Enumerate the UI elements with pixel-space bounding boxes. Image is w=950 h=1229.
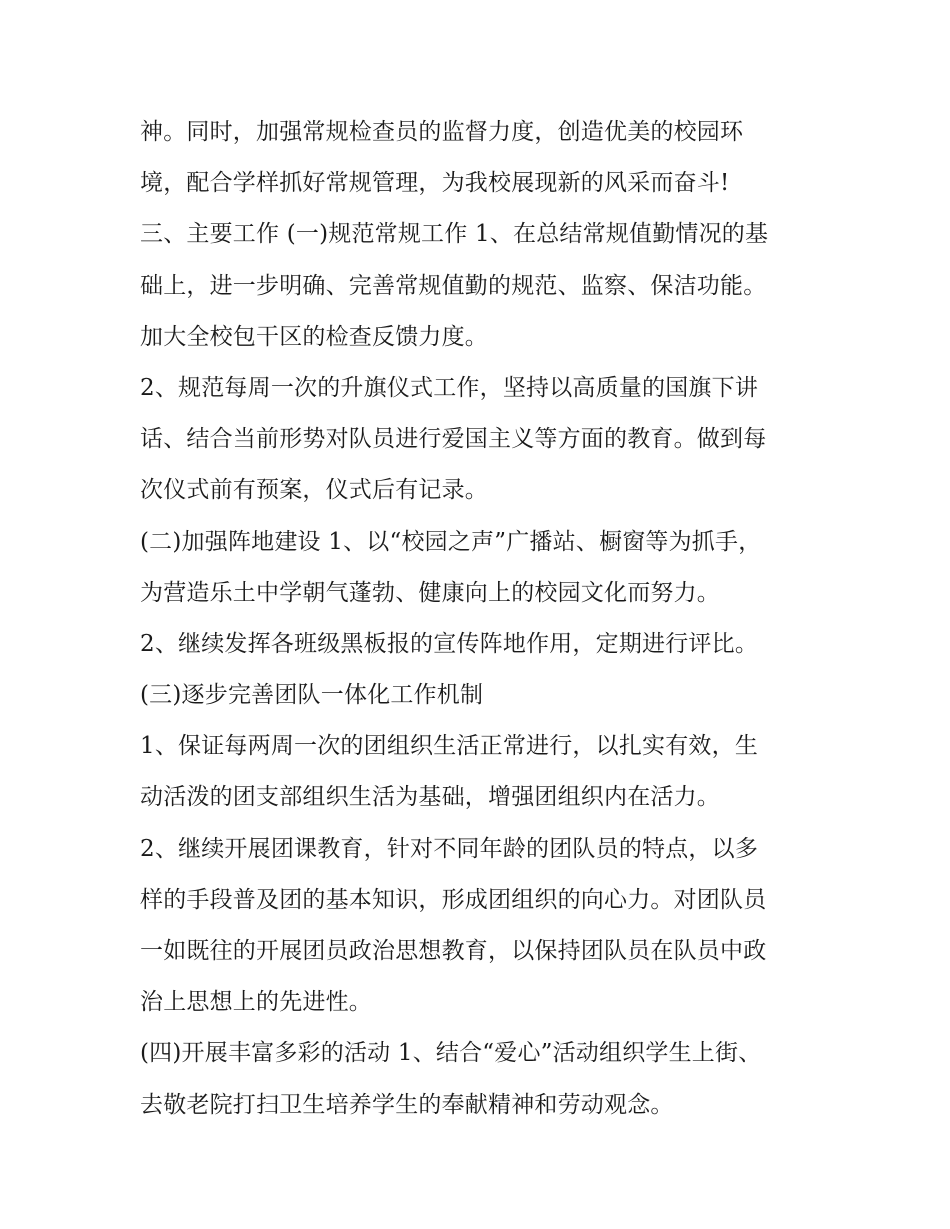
text-line: 一如既往的开展团员政治思想教育，以保持团队员在队员中政: [140, 938, 767, 964]
text-line: 话、结合当前形势对队员进行爱国主义等方面的教育。做到每: [140, 426, 767, 453]
text-line: (二)加强阵地建设 1、以“校园之声”广播站、橱窗等为抓手，: [140, 528, 762, 555]
text-line: 2、规范每周一次的升旗仪式工作，坚持以高质量的国旗下讲: [140, 374, 759, 401]
text-line: 1、保证每两周一次的团组织生活正常进行，以扎实有效，生: [140, 733, 759, 760]
text-line: 为营造乐土中学朝气蓬勃、健康向上的校园文化而努力。: [140, 579, 720, 606]
text-line: 动活泼的团支部组织生活为基础，增强团组织内在活力。: [140, 784, 720, 811]
text-line: 样的手段普及团的基本知识，形成团组织的向心力。对团队员: [140, 886, 767, 913]
text-line: 次仪式前有预案，仪式后有记录。: [140, 477, 488, 504]
text-line: 加大全校包干区的检查反馈力度。: [140, 323, 488, 350]
text-line: 2、继续开展团课教育，针对不同年龄的团队员的特点，以多: [140, 835, 759, 862]
text-line: 治上思想上的先进性。: [140, 989, 372, 1016]
text-line: 三、主要工作 (一)规范常规工作 1、在总结常规值勤情况的基: [140, 221, 769, 248]
text-line: 神。同时，加强常规检查员的监督力度，创造优美的校园环: [140, 119, 744, 145]
text-line: (四)开展丰富多彩的活动 1、结合“爱心”活动组织学生上街、: [140, 1040, 762, 1067]
text-line: 2、继续发挥各班级黑板报的宣传阵地作用，定期进行评比。: [140, 630, 759, 657]
text-line: (三)逐步完善团队一体化工作机制: [140, 682, 484, 709]
document-body: [140, 107, 820, 1131]
text-line: 境，配合学样抓好常规管理，为我校展现新的风采而奋斗!: [140, 170, 730, 197]
text-line: 础上，进一步明确、完善常规值勤的规范、监察、保洁功能。: [140, 272, 767, 299]
text-line: 去敬老院打扫卫生培养学生的奉献精神和劳动观念。: [140, 1091, 674, 1118]
